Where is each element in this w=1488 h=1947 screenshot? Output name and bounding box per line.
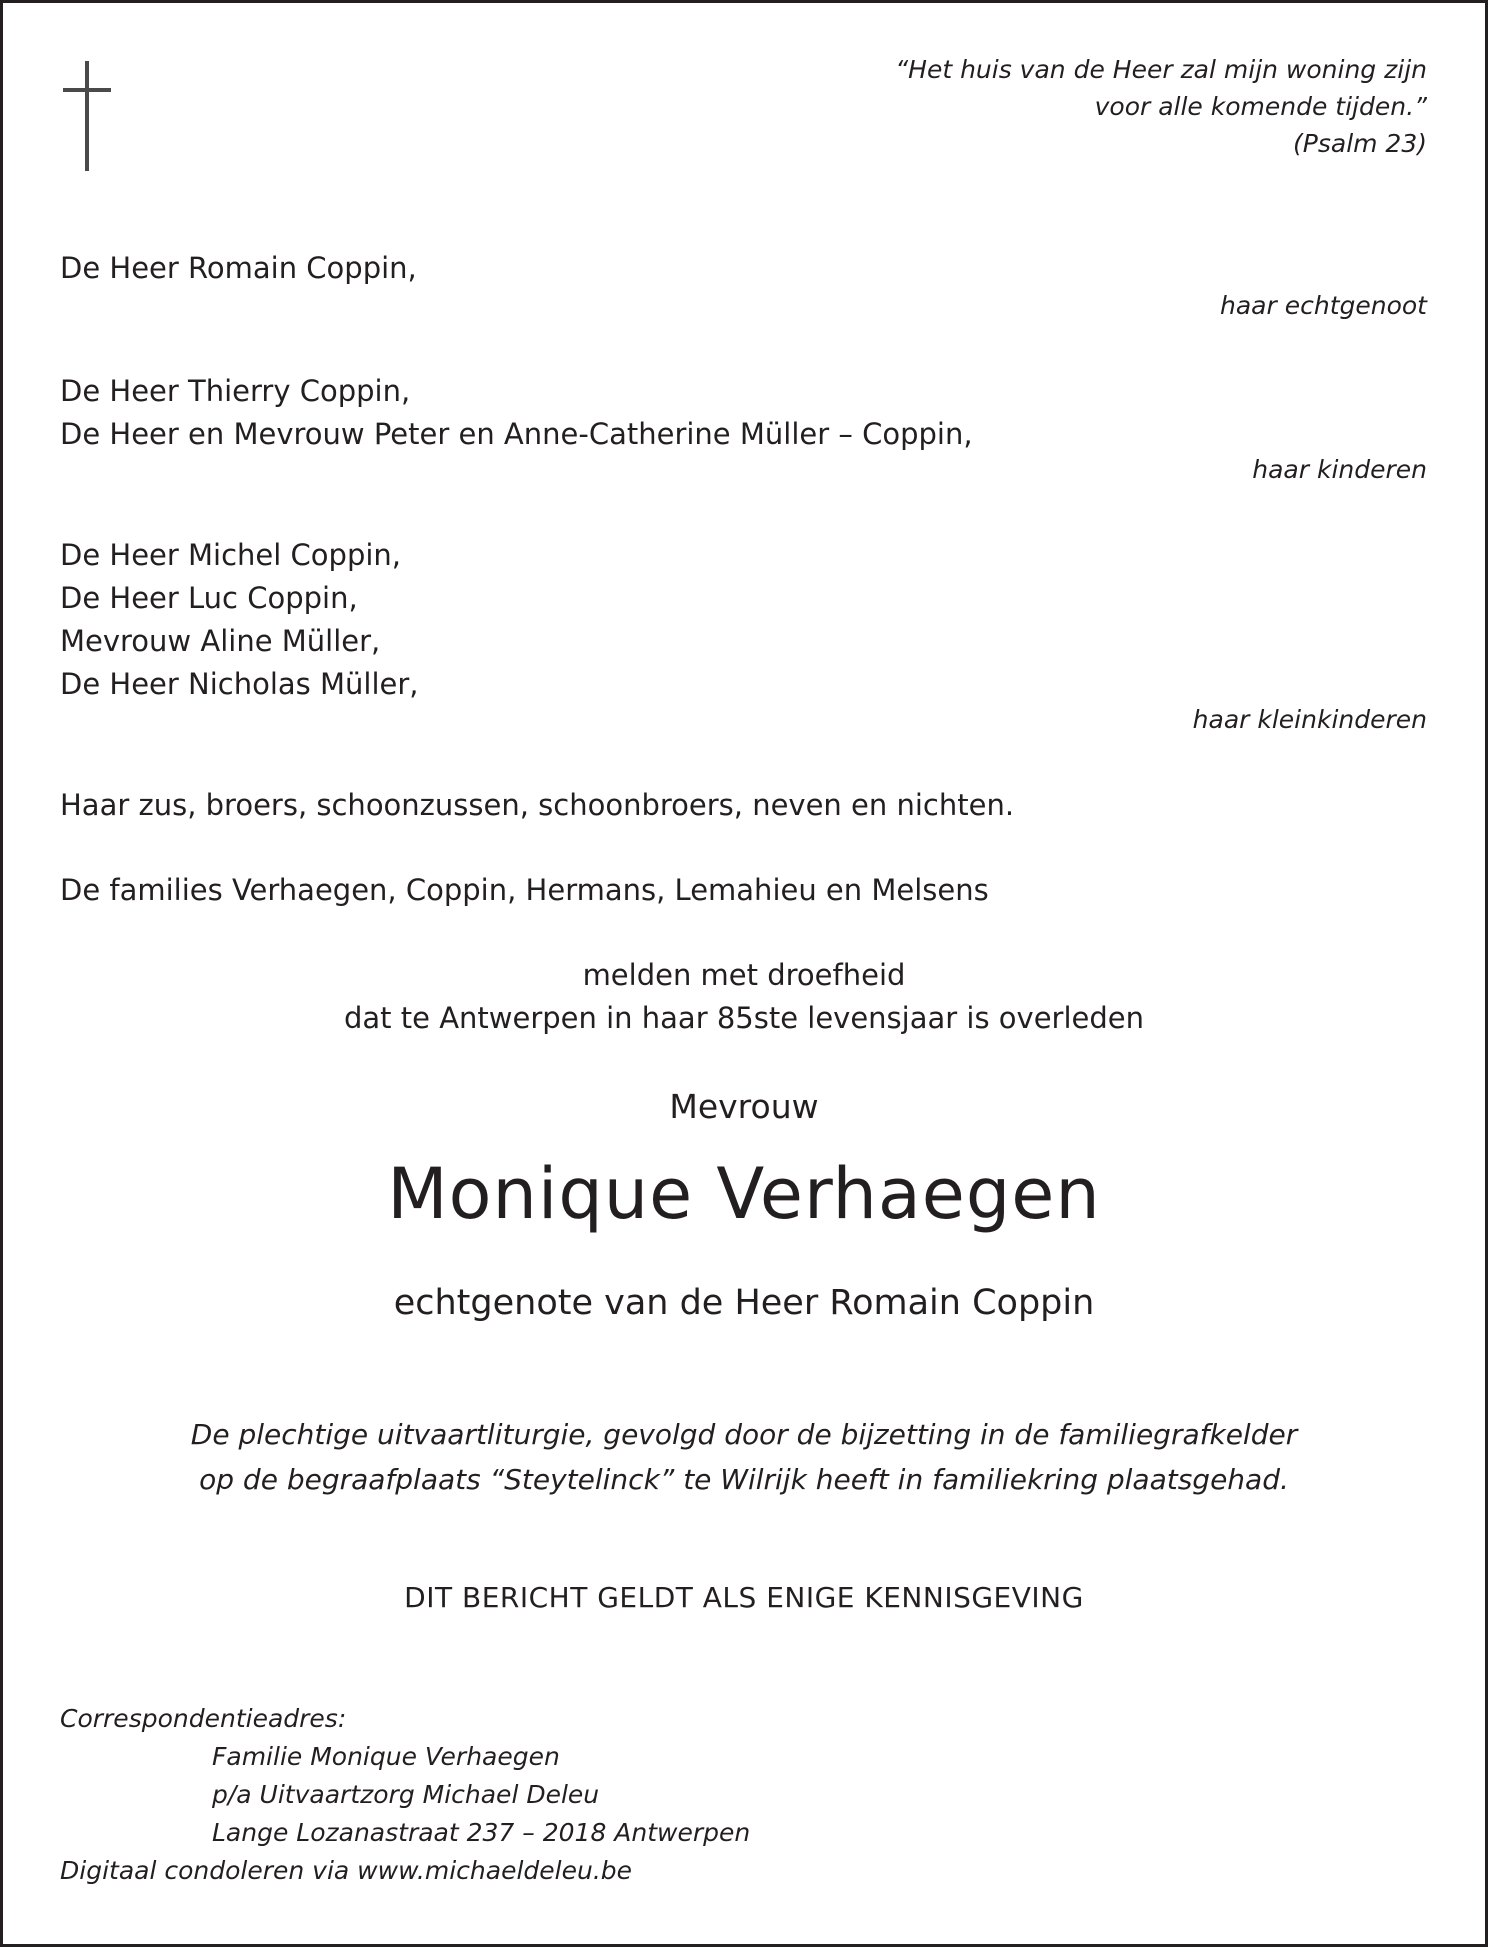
grandchild-name: Mevrouw Aline Müller, (60, 624, 381, 658)
child-name: De Heer en Mevrouw Peter en Anne-Catherine Müller – Coppin, (60, 417, 973, 451)
announce-line: melden met droefheid (582, 958, 906, 992)
condolences-line: Digitaal condoleren via www.michaeldeleu.be (60, 1856, 633, 1885)
contact-label: Correspondentieadres: (60, 1704, 347, 1733)
quote-source: (Psalm 23) (1293, 129, 1427, 158)
deceased-spouse-line: echtgenote van de Heer Romain Coppin (393, 1283, 1095, 1323)
cross-icon (63, 61, 111, 171)
liturgy-line: De plechtige uitvaartliturgie, gevolgd door de bijzetting in de familiegrafkelder (190, 1418, 1298, 1451)
role-grandchildren: haar kleinkinderen (1192, 705, 1427, 734)
quote-line: voor alle komende tijden.” (1094, 92, 1427, 121)
families-line: De families Verhaegen, Coppin, Hermans, Lemahieu en Melsens (60, 873, 989, 907)
role-children: haar kinderen (1252, 455, 1427, 484)
psalm-quote (707, 51, 1427, 162)
deceased-name: Monique Verhaegen (387, 1153, 1101, 1235)
contact-line: Lange Lozanastraat 237 – 2018 Antwerpen (212, 1818, 751, 1847)
deceased-title: Mevrouw (669, 1087, 819, 1126)
quote-line: “Het huis van de Heer zal mijn woning zijn (895, 55, 1427, 84)
grandchild-name: De Heer Nicholas Müller, (60, 667, 419, 701)
contact-line: Familie Monique Verhaegen (212, 1742, 560, 1771)
child-name: De Heer Thierry Coppin, (60, 374, 411, 408)
grandchild-name: De Heer Luc Coppin, (60, 581, 358, 615)
contact-line: p/a Uitvaartzorg Michael Deleu (212, 1780, 600, 1809)
liturgy-line: op de begraafplaats “Steytelinck” te Wilrijk heeft in familiekring plaatsgehad. (199, 1463, 1289, 1496)
notice-line: DIT BERICHT GELDT ALS ENIGE KENNISGEVING (404, 1581, 1084, 1614)
relatives-line: Haar zus, broers, schoonzussen, schoonbroers, neven en nichten. (60, 788, 1015, 822)
role-spouse: haar echtgenoot (1220, 291, 1427, 320)
announce-line: dat te Antwerpen in haar 85ste levensjaar is overleden (344, 1001, 1144, 1035)
spouse-name: De Heer Romain Coppin, (60, 251, 417, 285)
grandchild-name: De Heer Michel Coppin, (60, 538, 402, 572)
